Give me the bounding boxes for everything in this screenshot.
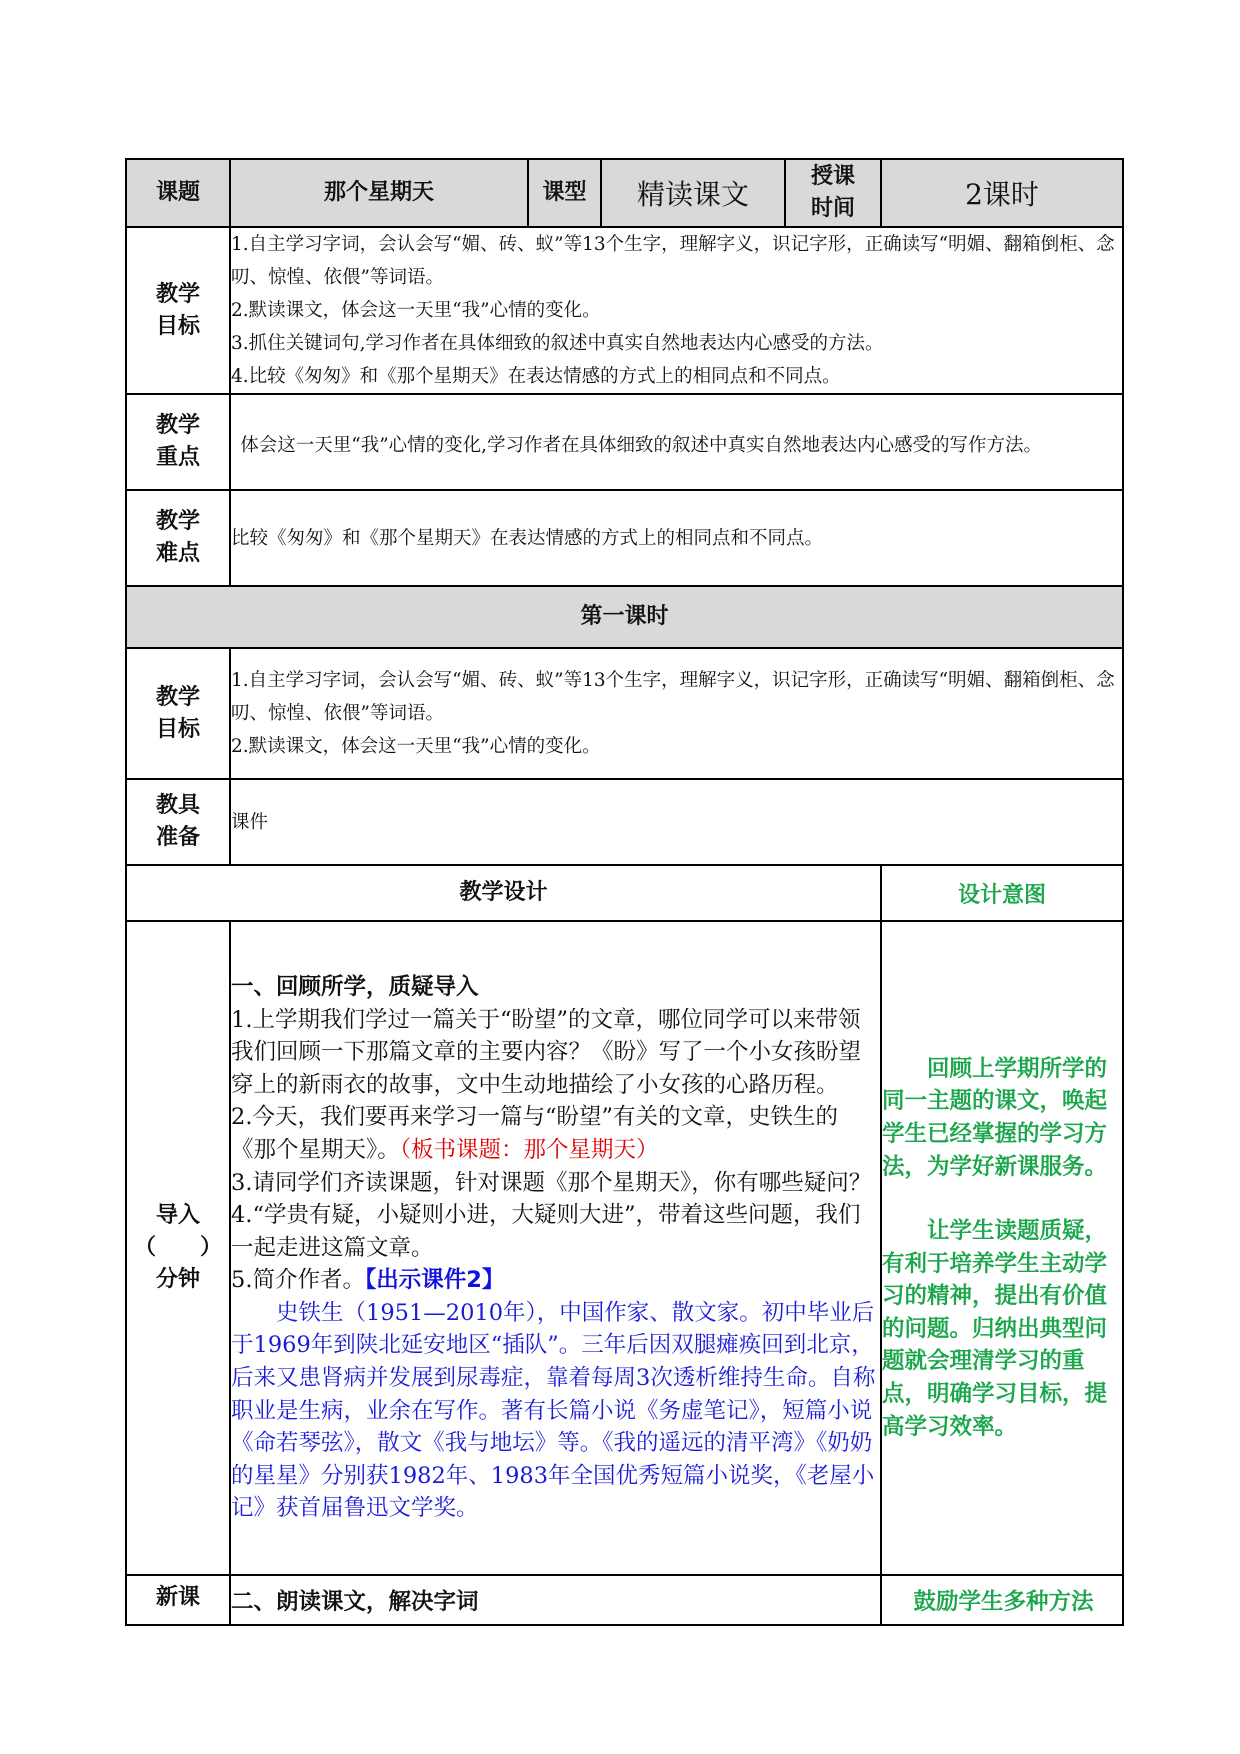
goal-item-1: 1.自主学习字词，会认会写“媚、砖、蚁”等13个生字，理解字义，识记字形，正确读写“明媚、翻箱倒柜、念叨、惊惶、依偎”等词语。 xyxy=(231,234,1115,288)
topic-label: 课题 xyxy=(126,159,230,227)
intro-paragraph-3: 3.请同学们齐读课题，针对课题《那个星期天》，你有哪些疑问？ xyxy=(231,1169,872,1196)
lesson1-title-row xyxy=(126,586,1123,648)
goals-label-line-2: 目标 xyxy=(155,313,200,339)
tools-text: 课件 xyxy=(230,779,1123,865)
intro-paragraph-5 xyxy=(231,1264,880,1297)
goal-item-3: 3.抓住关键词句,学习作者在具体细致的叙述中真实自然地表达内心感受的方法。 xyxy=(231,333,884,354)
lesson1-goals-label-line-1: 教学 xyxy=(155,684,200,710)
intent-header: 设计意图 xyxy=(881,865,1123,921)
board-title-note: （板书课题：那个星期天） xyxy=(399,1136,659,1163)
header-row xyxy=(126,159,1123,227)
intro-label-line-2: （ ） xyxy=(133,1235,222,1260)
time-label-line-2: 时间 xyxy=(810,196,855,221)
goals-label-line-1: 教学 xyxy=(155,281,200,307)
difficulties-label-line-1: 教学 xyxy=(155,509,200,534)
key-points-label xyxy=(126,394,230,490)
lesson1-goal-item-2: 2.默读课文，体会这一天里“我”心情的变化。 xyxy=(231,736,601,757)
design-header: 教学设计 xyxy=(126,865,881,921)
type-label: 课型 xyxy=(528,159,601,227)
intro-section-title: 一、回顾所学，质疑导入 xyxy=(231,973,479,1000)
key-points-label-line-1: 教学 xyxy=(155,413,200,438)
goal-item-4: 4.比较《匆匆》和《那个星期天》在表达情感的方式上的相同点和不同点。 xyxy=(231,366,841,387)
new-lesson-title: 二、朗读课文，解决字词 xyxy=(230,1575,881,1625)
key-points-label-line-2: 重点 xyxy=(155,445,200,470)
intro-row xyxy=(126,921,1123,1575)
lesson1-goals-label-line-2: 目标 xyxy=(155,716,200,742)
intro-label-line-1: 导入 xyxy=(155,1203,200,1228)
lesson-plan-table xyxy=(125,158,1124,1626)
intro-paragraph-1: 1.上学期我们学过一篇关于“盼望”的文章，哪位同学可以来带领我们回顾一下那篇文章的主要内容？《盼》写了一个小女孩盼望穿上的新雨衣的故事，文中生动地描绘了小女孩的心路历程。 xyxy=(231,1006,862,1098)
design-header-row xyxy=(126,865,1123,921)
tools-label-line-1: 教具 xyxy=(155,793,200,818)
time-value: 2课时 xyxy=(881,159,1123,227)
courseware-note: 【出示课件2】 xyxy=(364,1267,505,1294)
key-points-text: 体会这一天里“我”心情的变化,学习作者在具体细致的叙述中真实自然地表达内心感受的写作方法。 xyxy=(230,394,1123,490)
intro-paragraph-5-text: 5.简介作者。 xyxy=(231,1267,365,1294)
intro-intent xyxy=(881,921,1123,1575)
lesson1-goals-row xyxy=(126,648,1123,779)
intro-paragraph-4: 4.“学贵有疑，小疑则小进，大疑则大进”，带着这些问题，我们一起走进这篇文章。 xyxy=(231,1202,861,1261)
author-bio: 史铁生（1951—2010年），中国作家、散文家。初中毕业后于1969年到陕北延安地区“插队”。三年后因双腿瘫痪回到北京，后来又患肾病并发展到尿毒症，靠着每周3次透析维持生命。自称职业是生病，业余在写作。著有长篇小说《务虚笔记》，短篇小说《命若琴弦》，散文《我与地坛》等。《我的遥远的清平湾》《奶奶的星星》分别获1982年、1983年全国优秀短篇小说奖，《老屋小记》获首届鲁迅文学奖。 xyxy=(231,1299,876,1522)
lesson1-goal-item-1: 1.自主学习字词，会认会写“媚、砖、蚁”等13个生字，理解字义，识记字形，正确读写“明媚、翻箱倒柜、念叨、惊惶、依偎”等词语。 xyxy=(231,670,1115,724)
new-lesson-intent: 鼓励学生多种方法 xyxy=(881,1575,1123,1625)
time-label-line-1: 授课 xyxy=(810,164,855,189)
goal-item-2: 2.默读课文，体会这一天里“我”心情的变化。 xyxy=(231,300,601,321)
difficulties-label-line-2: 难点 xyxy=(155,541,200,566)
type-value: 精读课文 xyxy=(601,159,785,227)
new-lesson-label: 新课 xyxy=(126,1575,230,1625)
intro-intent-2: 让学生读题质疑，有利于培养学生主动学习的精神，提出有价值的问题。归纳出典型问题就会理清学习的重点，明确学习目标，提高学习效率。 xyxy=(882,1218,1108,1440)
tools-label-line-2: 准备 xyxy=(155,825,200,850)
lesson1-title: 第一课时 xyxy=(126,586,1123,648)
intro-label-line-3: 分钟 xyxy=(155,1267,200,1292)
goals-label xyxy=(126,227,230,394)
tools-label xyxy=(126,779,230,865)
intro-intent-1: 回顾上学期所学的同一主题的课文，唤起学生已经掌握的学习方法，为学好新课服务。 xyxy=(882,1055,1108,1180)
difficulties-row xyxy=(126,490,1123,586)
tools-row xyxy=(126,779,1123,865)
time-label xyxy=(785,159,881,227)
difficulties-label xyxy=(126,490,230,586)
lesson1-goals-content xyxy=(230,648,1123,779)
key-points-row xyxy=(126,394,1123,490)
intro-paragraph-2-text: 2.今天，我们要再来学习一篇与“盼望”有关的文章，史铁生的《那个星期天》。 xyxy=(231,1104,838,1163)
goals-row xyxy=(126,227,1123,394)
lesson1-goals-label xyxy=(126,648,230,779)
topic-value: 那个星期天 xyxy=(230,159,528,227)
intro-design xyxy=(230,921,881,1575)
difficulties-text: 比较《匆匆》和《那个星期天》在表达情感的方式上的相同点和不同点。 xyxy=(230,490,1123,586)
goals-content xyxy=(230,227,1123,394)
intro-paragraph-2 xyxy=(231,1101,880,1166)
intro-label xyxy=(126,921,230,1575)
new-lesson-row xyxy=(126,1575,1123,1625)
